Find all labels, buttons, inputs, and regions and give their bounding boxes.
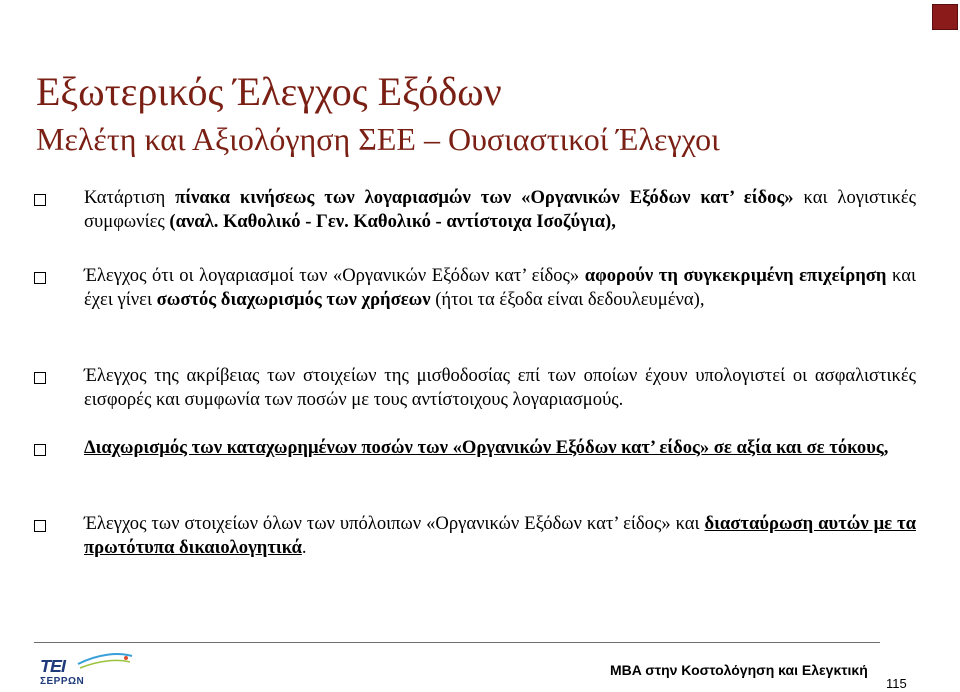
bullet-segment: και έχει γίνει: [84, 265, 916, 310]
hollow-square-bullet-icon: [34, 272, 46, 284]
hollow-square-bullet-icon: [34, 194, 46, 206]
bullet-text: [84, 512, 916, 560]
bullet-text: [84, 436, 916, 460]
bullet-segment: σωστός διαχωρισμός των χρήσεων: [156, 289, 431, 310]
bullet-segment: Έλεγχος της ακρίβειας των στοιχείων της μισθοδοσίας επί των οποίων έχουν υπολογιστεί οι ασφαλιστικές εισφορές και συμφωνία των ποσών με τους αντίστοιχους λογαριασμούς.: [84, 365, 916, 410]
logo-subtext: ΣΕΡΡΩΝ: [40, 676, 85, 687]
bullet-segment: Διαχωρισμός των καταχωρημένων ποσών των «Οργανικών Εξόδων κατ’ είδος» σε αξία και σε τόκους,: [84, 437, 889, 458]
institution-logo: [38, 650, 138, 690]
bullet-segment: Έλεγχος των στοιχείων όλων των υπόλοιπων «Οργανικών Εξόδων κατ’ είδος» και: [84, 513, 705, 534]
hollow-square-bullet-icon: [34, 372, 46, 384]
logo-text: ΤΕΙ: [40, 656, 66, 676]
course-title: MBA στην Κοστολόγηση και Ελεγκτική: [610, 662, 868, 678]
slide-title: Εξωτερικός Έλεγχος Εξόδων: [36, 69, 502, 114]
bullet-segment: .: [301, 537, 307, 558]
bullet-segment: Κατάρτιση: [84, 187, 176, 208]
bullet-segment: πίνακα κινήσεως των λογαριασμών των «Οργανικών Εξόδων κατ’ είδος»: [175, 187, 794, 208]
bullet-segment: (αναλ. Καθολικό - Γεν. Καθολικό - αντίστοιχα Ισοζύγια),: [169, 211, 616, 232]
bullet-segment: διασταύρωση αυτών με τα πρωτότυπα δικαιολογητικά: [84, 513, 916, 558]
bullet-text: [84, 364, 916, 412]
bullet-text: [84, 186, 916, 234]
slide-subtitle: Μελέτη και Αξιολόγηση ΣΕΕ – Ουσιαστικοί Έλεγχοι: [36, 121, 720, 157]
page-number: 115: [886, 676, 907, 691]
bullet-segment: Έλεγχος ότι οι λογαριασμοί των «Οργανικών Εξόδων κατ’ είδος»: [84, 265, 585, 286]
footer-divider: [34, 642, 880, 643]
bullet-segment: αφορούν τη συγκεκριμένη επιχείρηση: [584, 265, 887, 286]
bullet-segment: (ήτοι τα έξοδα είναι δεδουλευμένα),: [430, 289, 705, 310]
hollow-square-bullet-icon: [34, 444, 46, 456]
bullet-text: [84, 264, 916, 312]
corner-decoration: [932, 4, 958, 30]
bullet-segment: και λογιστικές συμφωνίες: [84, 187, 917, 232]
hollow-square-bullet-icon: [34, 520, 46, 532]
